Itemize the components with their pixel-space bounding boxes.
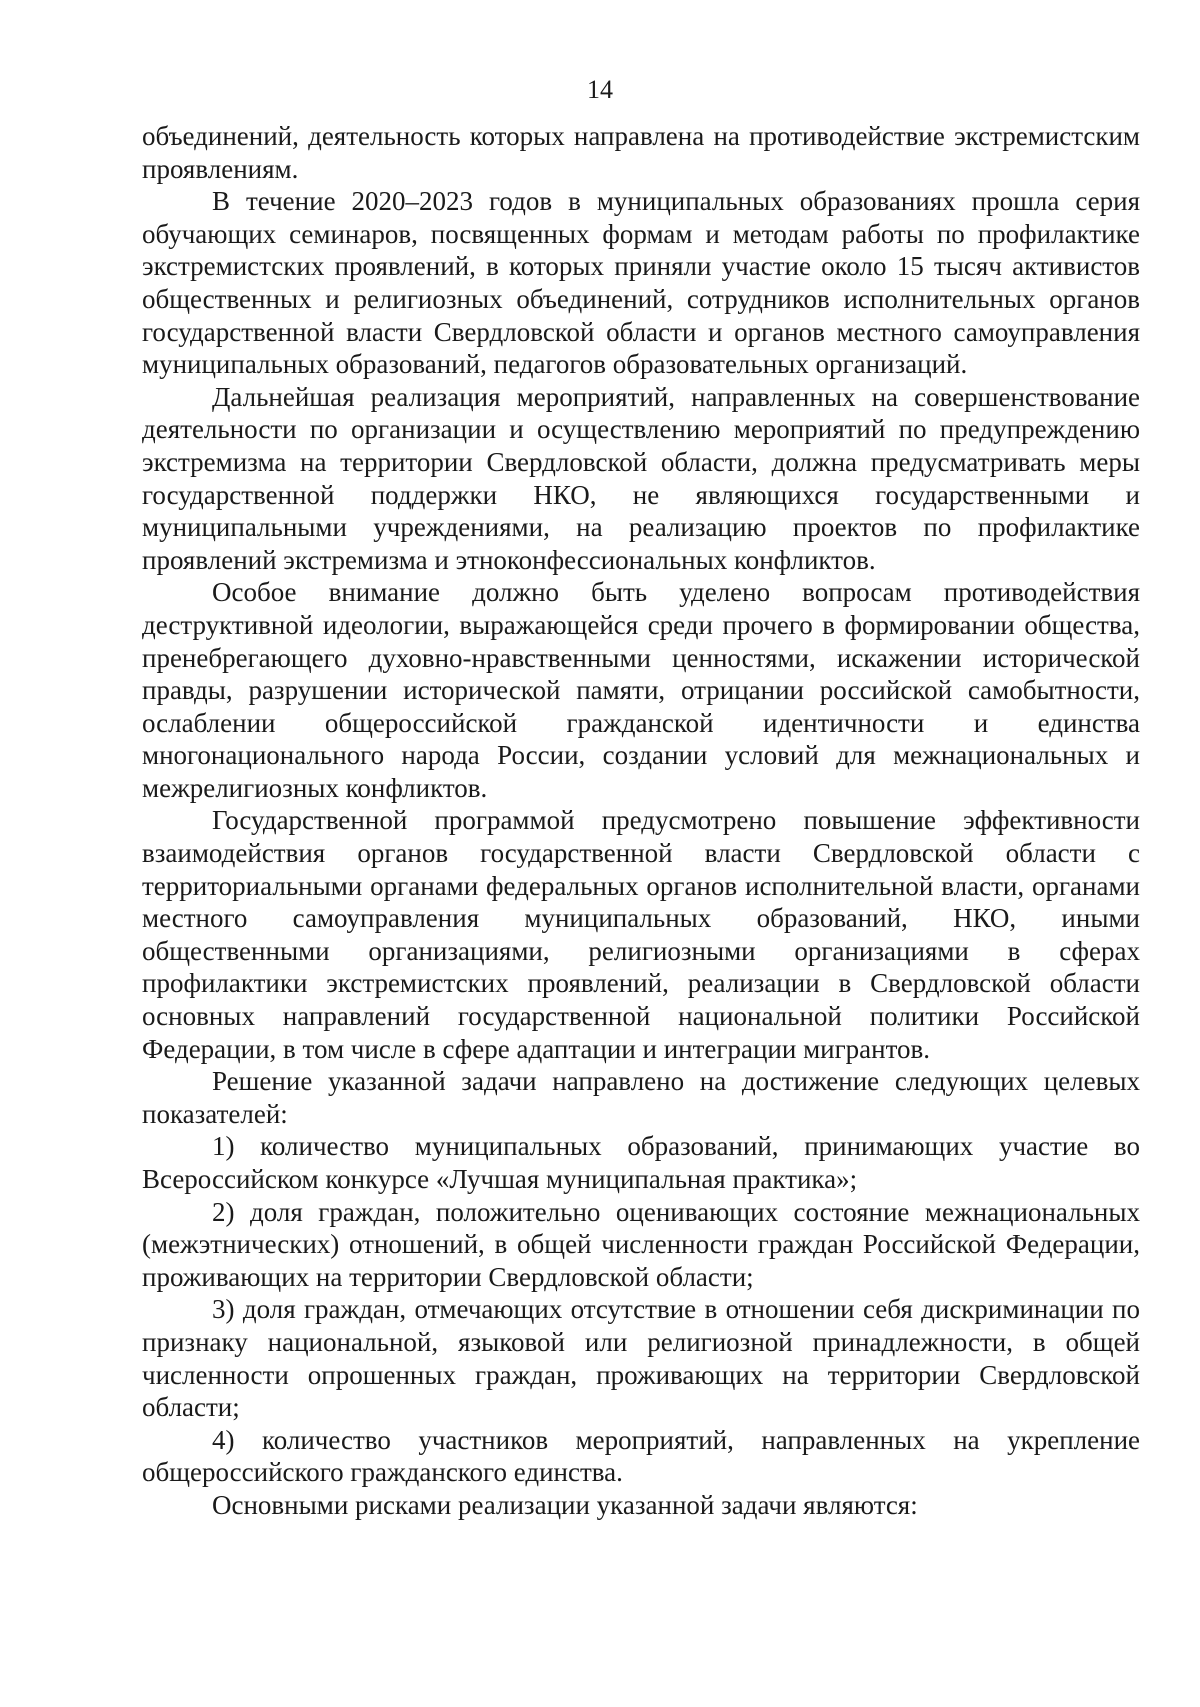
- page-number: 14: [587, 75, 613, 104]
- paragraph-main-risks: Основными рисками реализации указанной задачи являются:: [212, 1489, 918, 1520]
- paragraph-seminars: В течение 2020–2023 годов в муниципальных образованиях прошла серия обучающих семинаров, посвященных формам и методам работы по профилактике экстремистских проявлений, в которых приняли участие около 15 тысяч активистов общественных и религиозных объединений, сотрудников исполнительных органов государственной власти Свердловской области и органов местного самоуправления муниципальных образований, педагогов образовательных организаций.: [142, 186, 1140, 380]
- paragraph-continuation: объединений, деятельность которых направлена на противодействие экстремистским проявлениям.: [142, 121, 1140, 184]
- paragraph-target-indicators: Решение указанной задачи направлено на достижение следующих целевых показателей:: [142, 1066, 1140, 1129]
- list-item-4: 4) количество участников мероприятий, направленных на укрепление общероссийского гражданского единства.: [142, 1424, 1140, 1488]
- document-body: [142, 120, 1140, 1522]
- list-item-2: 2) доля граждан, положительно оценивающих состояние межнациональных (межэтнических) отношений, в общей численности граждан Российской Федерации, проживающих на территории Свердловской области;: [142, 1196, 1140, 1292]
- paragraph-state-program: Государственной программой предусмотрено повышение эффективности взаимодействия органов государственной власти Свердловской области с территориальными органами федеральных органов исполнительной власти, органами местного самоуправления муниципальных образований, НКО, иными общественными организациями, религиозными организациями в сферах профилактики экстремистских проявлений, реализации в Свердловской области основных направлений государственной национальной политики Российской Федерации, в том числе в сфере адаптации и интеграции мигрантов.: [142, 805, 1140, 1064]
- list-item-3: 3) доля граждан, отмечающих отсутствие в отношении себя дискриминации по признаку национальной, языковой или религиозной принадлежности, в общей численности опрошенных граждан, проживающих на территории Свердловской области;: [142, 1294, 1140, 1423]
- list-item-1: 1) количество муниципальных образований, принимающих участие во Всероссийском конкурсе «Лучшая муниципальная практика»;: [142, 1131, 1140, 1194]
- paragraph-further-implementation: Дальнейшая реализация мероприятий, направленных на совершенствование деятельности по организации и осуществлению мероприятий по предупреждению экстремизма на территории Свердловской области, должна предусматривать меры государственной поддержки НКО, не являющихся государственными и муниципальными учреждениями, на реализацию проектов по профилактике проявлений экстремизма и этноконфессиональных конфликтов.: [142, 381, 1140, 575]
- paragraph-destructive-ideology: Особое внимание должно быть уделено вопросам противодействия деструктивной идеологии, выражающейся среди прочего в формировании общества, пренебрегающего духовно-нравственными ценностями, искажении исторической правды, разрушении исторической памяти, отрицании российской самобытности, ослаблении общероссийской гражданской идентичности и единства многонационального народа России, создании условий для межнациональных и межрелигиозных конфликтов.: [142, 577, 1140, 803]
